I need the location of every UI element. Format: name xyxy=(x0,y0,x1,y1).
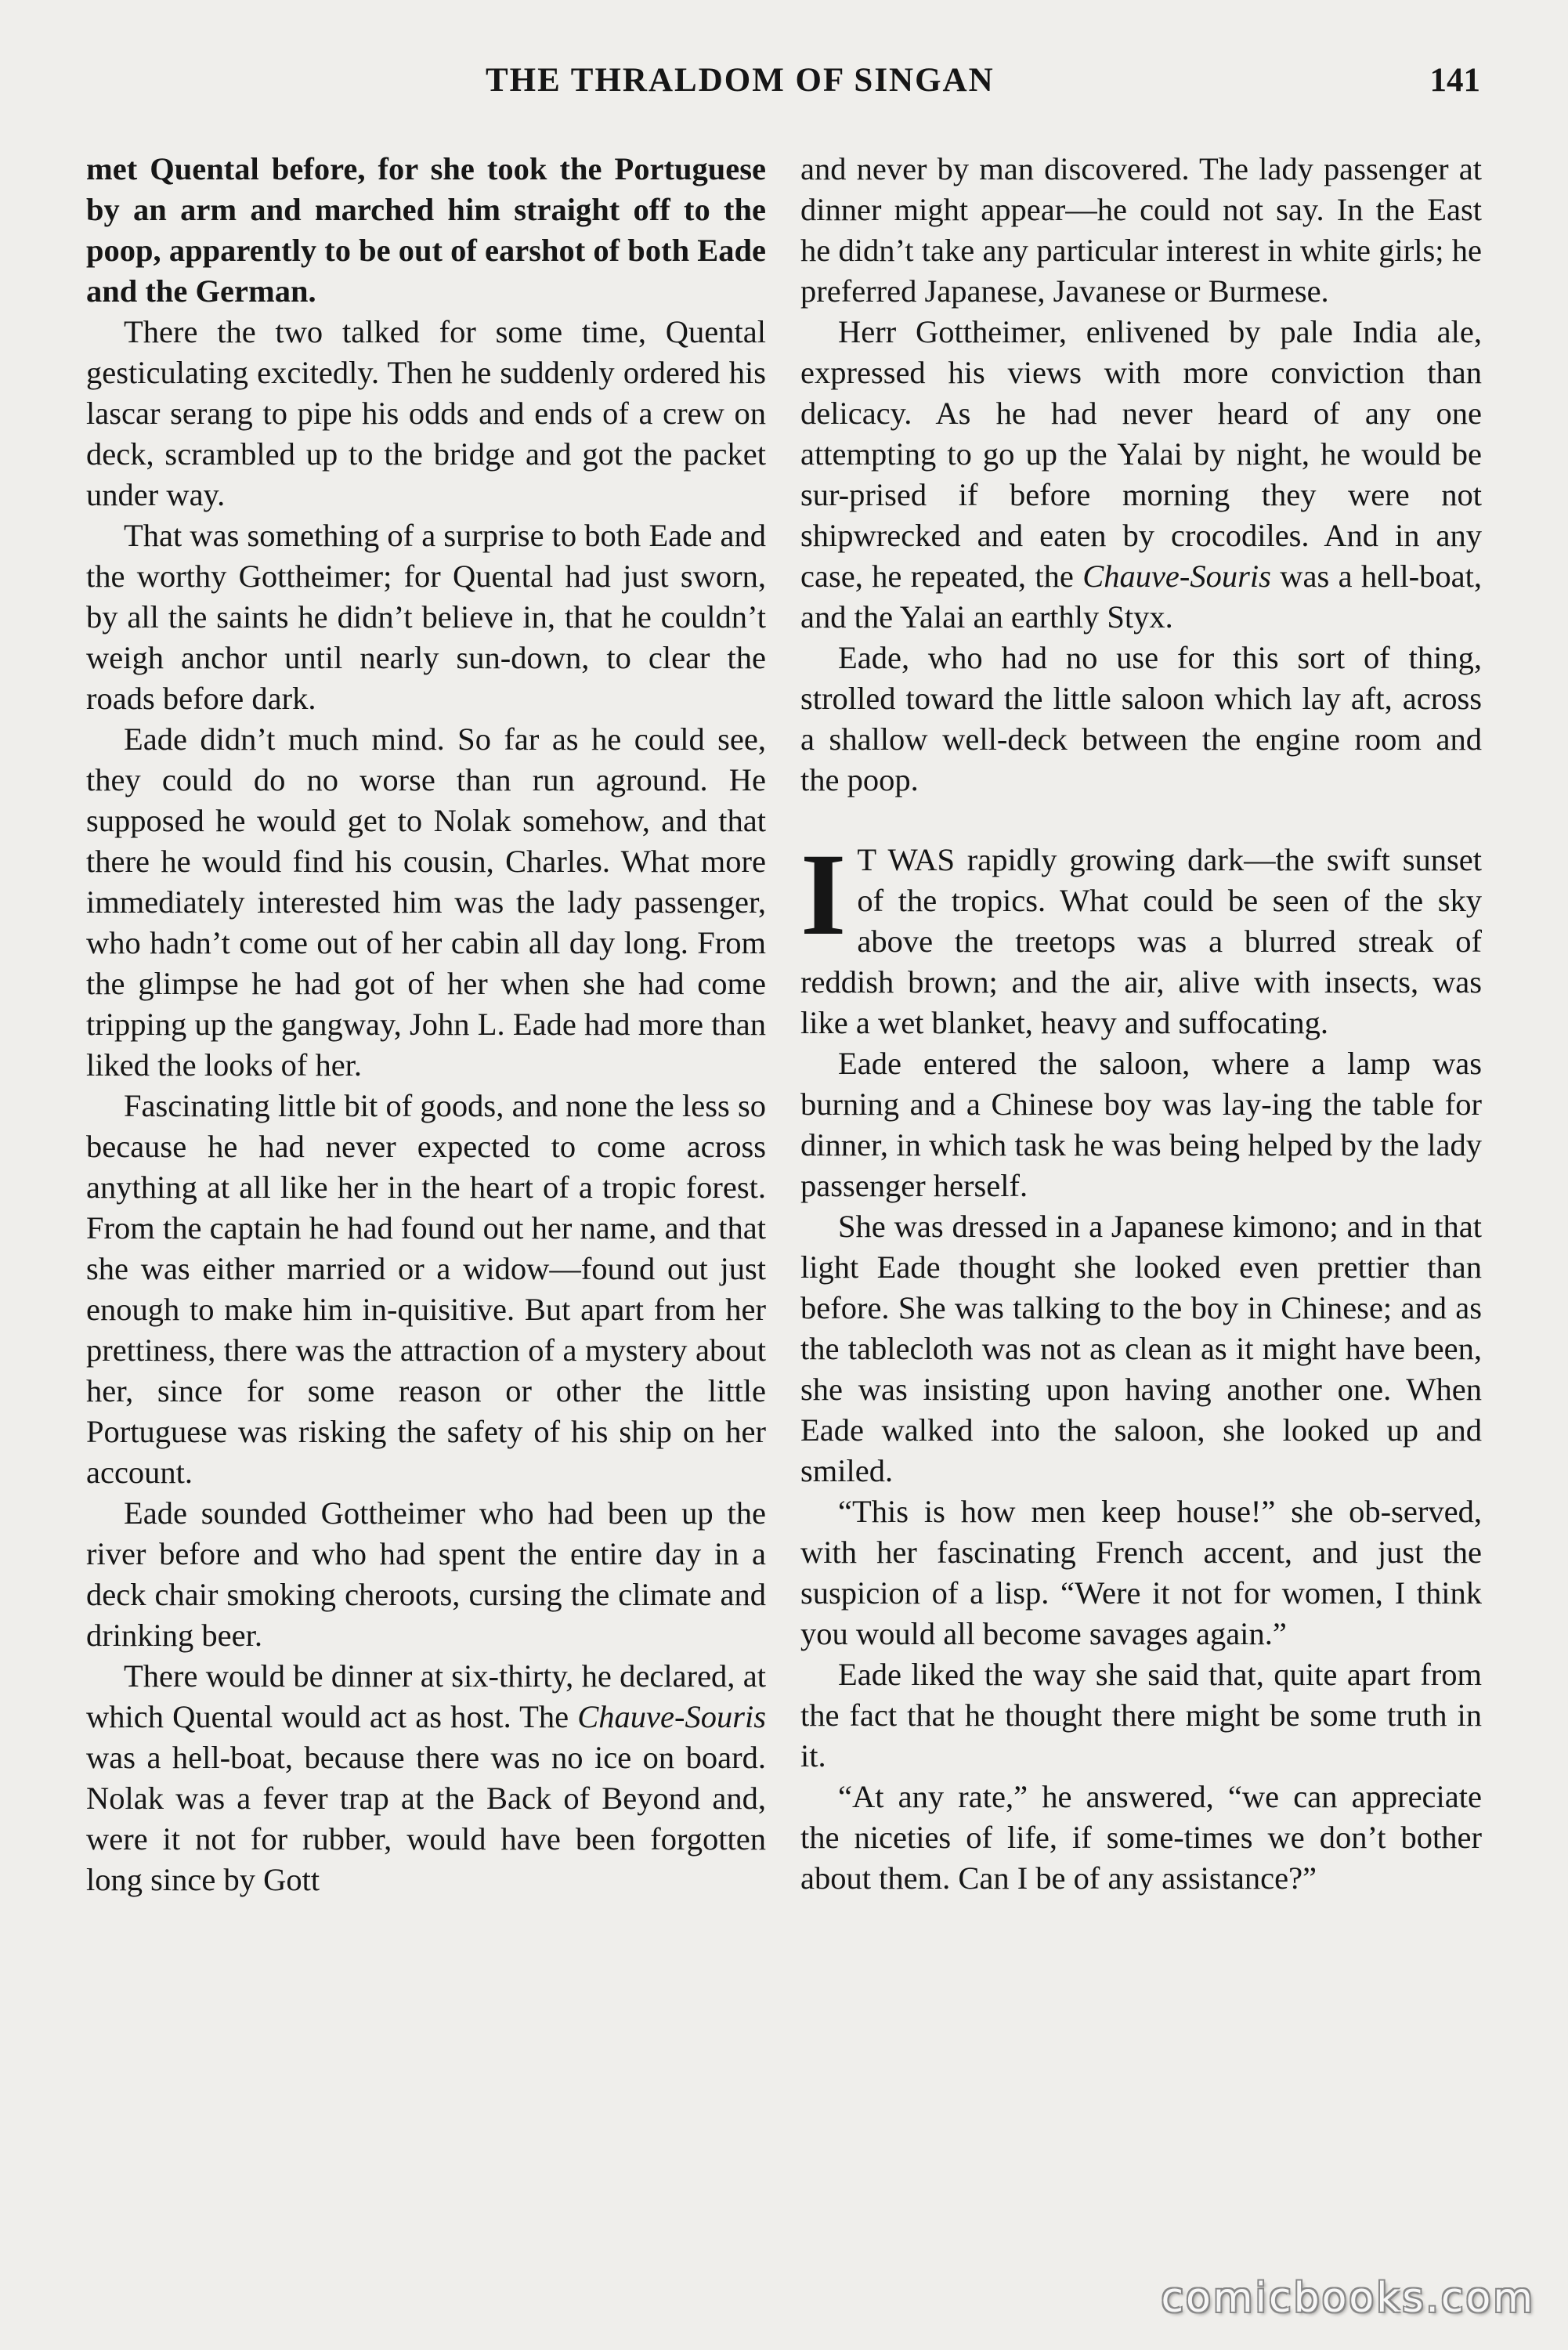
paragraph: met Quental before, for she took the Portuguese by an arm and marched him straight off to the poop, apparently to be out of earshot of both Eade and the German. xyxy=(86,151,766,309)
paragraph: Eade liked the way she said that, quite apart from the fact that he thought there might be some truth in it. xyxy=(800,1657,1482,1773)
paragraph: She was dressed in a Japanese kimono; and in that light Eade thought she looked even prettier than before. She was talking to the boy in Chinese; and as the tablecloth was not as clean as it might have been, she was insisting upon having another one. When Eade walked into the saloon, she looked up and smiled. xyxy=(800,1209,1482,1488)
paragraph xyxy=(86,1656,766,1900)
running-title: THE THRALDOM OF SINGAN xyxy=(486,62,995,99)
paragraph: There the two talked for some time, Quental gesticulating excitedly. Then he suddenly ordered his lascar serang to pipe his odds and ends of a crew on deck, scrambled up to the bridge and got the packet under way. xyxy=(86,314,766,512)
paragraph: “At any rate,” he answered, “we can appreciate the niceties of life, if some-times we don’t bother about them. Can I be of any assistance?” xyxy=(800,1779,1482,1896)
paragraph: Eade didn’t much mind. So far as he could see, they could do no worse than run aground. He supposed he would get to Nolak somehow, and that there he would find his cousin, Charles. What more immediately interested him was the lady passenger, who hadn’t come out of her cabin all day long. From the glimpse he had got of her when she had come tripping up the gangway, John L. Eade had more than liked the looks of her. xyxy=(86,721,766,1083)
text-run: rapidly growing dark—the swift sunset of the tropics. What could be seen of the sky above the treetops was a blurred streak of reddish brown; and the air, alive with insects, was like a wet blanket, heavy and suffocating. xyxy=(800,842,1482,1040)
running-header xyxy=(86,61,1488,108)
paragraph: Eade, who had no use for this sort of thing, strolled toward the little saloon which lay aft, across a shallow well-deck between the engine room and the poop. xyxy=(800,640,1482,797)
page-number: 141 xyxy=(1429,62,1480,99)
left-column xyxy=(86,149,766,1900)
text-run: was a hell-boat, and the Yalai an earthly Styx. xyxy=(800,559,1482,634)
paragraph: That was something of a surprise to both Eade and the worthy Gottheimer; for Quental had just sworn, by all the saints he didn’t believe in, that he couldn’t weigh anchor until nearly sun-down, to clear the roads before dark. xyxy=(86,518,766,716)
watermark-logo: comicbooks.com xyxy=(1161,2275,1535,2322)
text-run: was a hell-boat, because there was no ice on board. Nolak was a fever trap at the Back of Beyond and, were it not for rubber, would have been forgotten long since by Gott xyxy=(86,1740,766,1897)
text-run: There would be dinner at six-thirty, he declared, at which Quental would act as host. The xyxy=(86,1658,766,1734)
right-column xyxy=(800,149,1482,1899)
drop-cap: I xyxy=(800,830,847,960)
paragraph: and never by man discovered. The lady passenger at dinner might appear—he could not say. In the East he didn’t take any particular interest in white girls; he preferred Japanese, Javanese or Burmese. xyxy=(800,151,1482,309)
ship-name: Chauve-Souris xyxy=(577,1699,766,1734)
paragraph: Fascinating little bit of goods, and none the less so because he had never expected to come across anything at all like her in the heart of a tropic forest. From the captain he had found out her name, and that she was either married or a widow—found out just enough to make him in-quisitive. But apart from her prettiness, there was the attraction of a mystery about her, since for some reason or other the little Portuguese was risking the safety of his ship on her account. xyxy=(86,1088,766,1490)
section-break xyxy=(800,801,1482,840)
section-opening-paragraph xyxy=(800,830,1482,1043)
paragraph: Eade entered the saloon, where a lamp was burning and a Chinese boy was lay-ing the table for dinner, in which task he was being helped by the lady passenger herself. xyxy=(800,1046,1482,1203)
text-run: Herr Gottheimer, enlivened by pale India ale, expressed his views with more conviction than delicacy. As he had never heard of any one attempting to go up the Yalai by night, he would be sur-prised if before morning they were not shipwrecked and eaten by crocodiles. And in any case, he repeated, the xyxy=(800,314,1482,594)
paragraph: Eade sounded Gottheimer who had been up the river before and who had spent the entire day in a deck chair smoking cheroots, cursing the climate and drinking beer. xyxy=(86,1495,766,1653)
paragraph: “This is how men keep house!” she ob-served, with her fascinating French accent, and just the suspicion of a lisp. “Were it not for women, I think you would all become savages again.” xyxy=(800,1494,1482,1651)
ship-name: Chauve-Souris xyxy=(1082,559,1271,594)
lead-in: T WAS xyxy=(857,842,955,877)
paragraph xyxy=(800,312,1482,638)
